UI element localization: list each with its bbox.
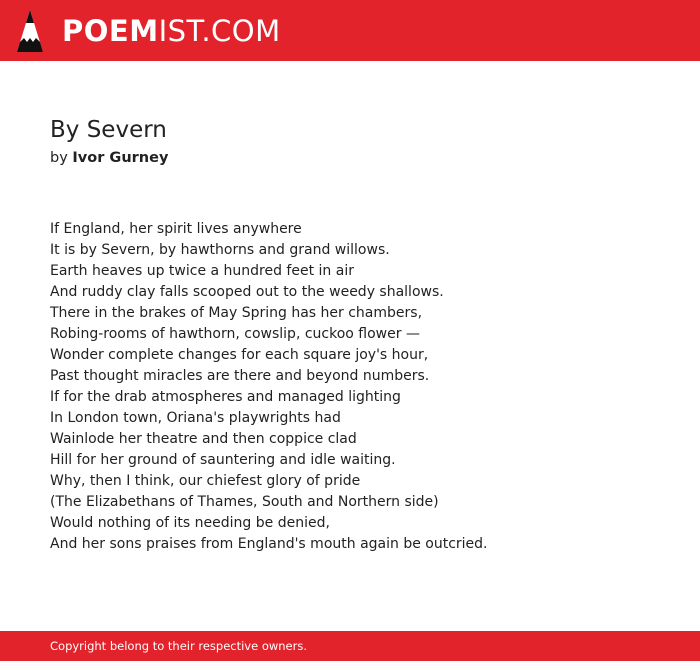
poem-line: Wainlode her theatre and then coppice clad [50,431,357,447]
site-logo-text[interactable] [62,12,281,50]
poem-line: In London town, Oriana's playwrights had [50,410,341,426]
by-prefix: by [50,150,68,166]
poem-line: And ruddy clay falls scooped out to the weedy shallows. [50,284,444,300]
brand-light: IST.COM [158,14,281,48]
poem-line: If England, her spirit lives anywhere [50,221,302,237]
brand-bold: POEM [62,14,159,48]
poem-title: By Severn [50,117,167,143]
site-footer [0,631,700,661]
byline [50,150,168,166]
poem-line: If for the drab atmospheres and managed lighting [50,389,401,405]
copyright-text: Copyright belong to their respective owners. [50,639,308,653]
poem-line: Past thought miracles are there and beyond numbers. [50,368,430,384]
poem-line: There in the brakes of May Spring has her chambers, [50,305,423,321]
poem-line: Why, then I think, our chiefest glory of pride [50,473,361,489]
poem-line: Wonder complete changes for each square joy's hour, [50,347,429,363]
author-name: Ivor Gurney [72,150,169,166]
site-header [0,0,700,61]
poem-line: (The Elizabethans of Thames, South and Northern side) [50,494,439,510]
poem-line: Hill for her ground of sauntering and idle waiting. [50,452,396,468]
poem-body [50,219,670,555]
poem-line: Earth heaves up twice a hundred feet in air [50,263,354,279]
poem-line: Would nothing of its needing be denied, [50,515,330,531]
poem-line: Robing-rooms of hawthorn, cowslip, cuckoo flower — [50,326,420,342]
poem-line: And her sons praises from England's mouth again be outcried. [50,536,488,552]
poem-line: It is by Severn, by hawthorns and grand willows. [50,242,390,258]
pencil-tip-icon[interactable] [17,10,43,52]
